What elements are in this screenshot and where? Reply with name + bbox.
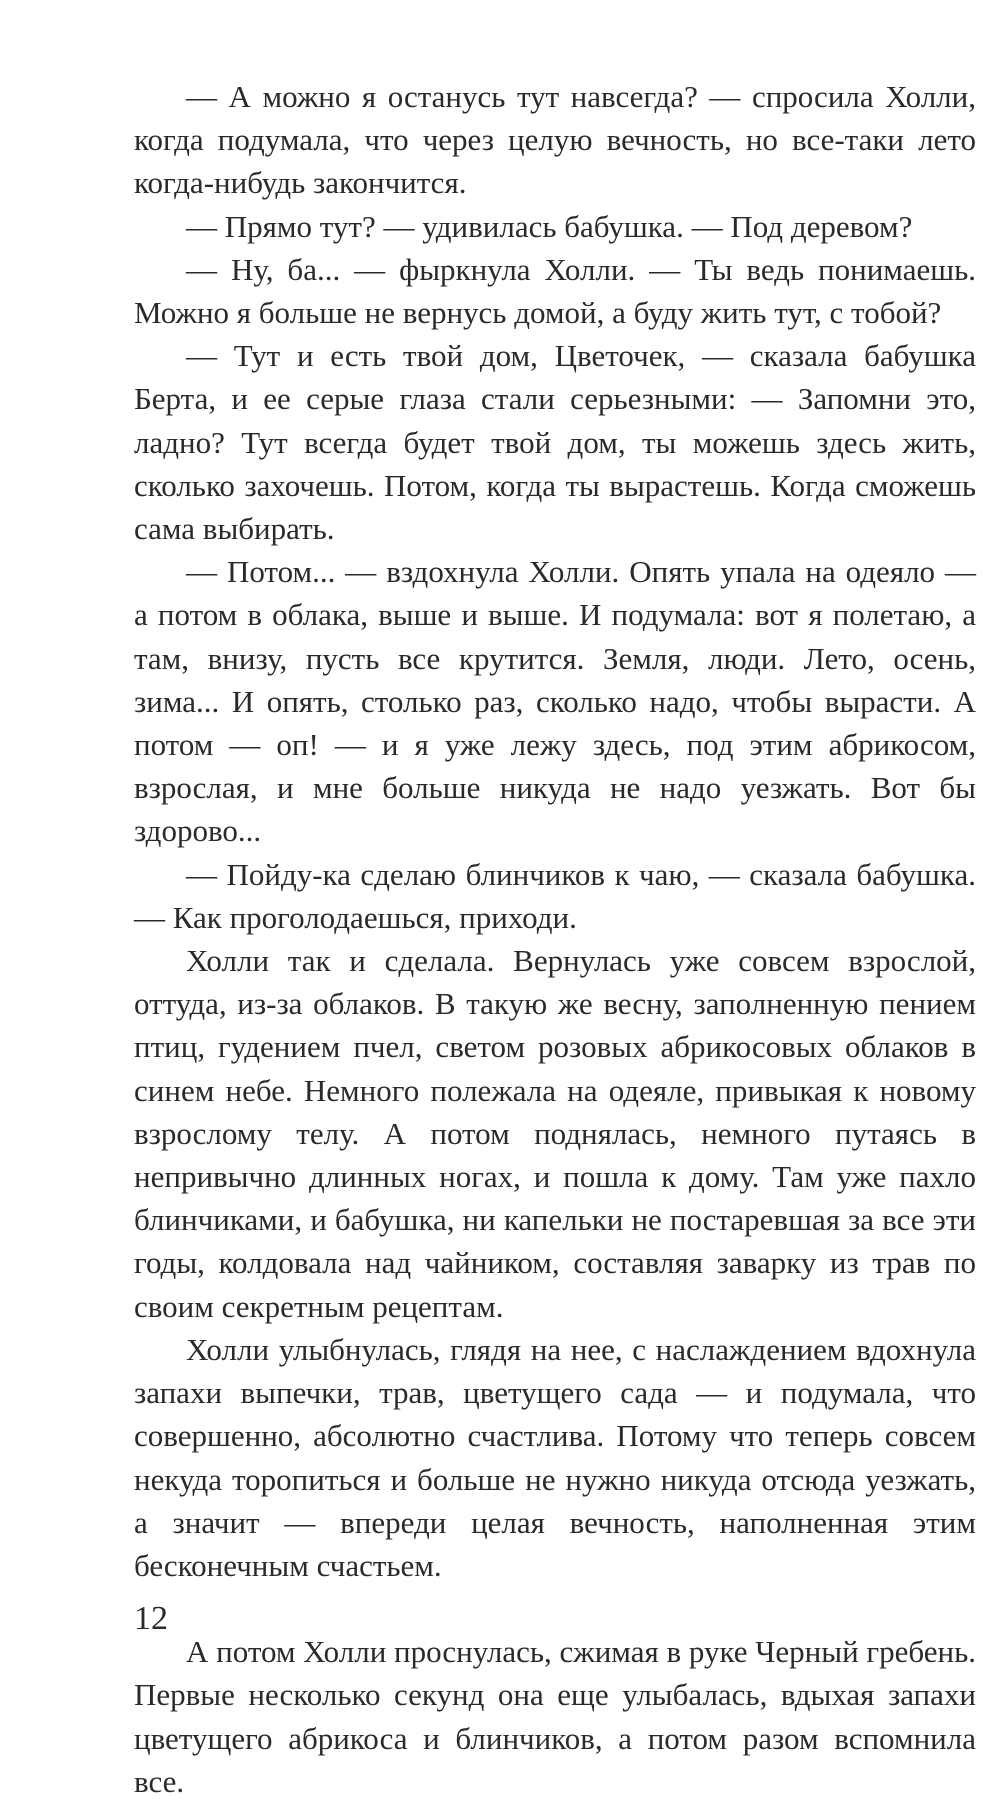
closing-paragraph: А потом Холли проснулась, сжимая в руке Черный гребень. Первые несколько секунд она еще улыбалась, вдыхая запахи цветущего абрикоса и блинчиков, а потом разом вспомнила все.	[134, 1634, 976, 1799]
page-number: 12	[134, 1600, 168, 1637]
paragraph-1: — А можно я останусь тут навсегда? — спросила Холли, когда подумала, что через целую вечность, но все-таки лето когда-нибудь закончится.	[134, 79, 976, 201]
paragraph-6: — Пойду-ка сделаю блинчиков к чаю, — сказала бабушка. — Как проголодаешься, приходи.	[134, 856, 976, 935]
paragraph-5: — Потом... — вздохнула Холли. Опять упала на одеяло — а потом в облака, выше и выше. И подумала: вот я полетаю, а там, внизу, пусть все крутится. Земля, люди. Лето, осень, зима... И опять, столько раз, сколько надо, чтобы вырасти. А потом — оп! — и я уже лежу здесь, под этим абрикосом, взрослая, и мне больше никуда не надо уезжать. Вот бы здорово...	[134, 554, 976, 849]
paragraph-2: — Прямо тут? — удивилась бабушка. — Под деревом?	[186, 208, 913, 244]
paragraph-8: Холли улыбнулась, глядя на нее, с наслаждением вдохнула запахи выпечки, трав, цветущего сада — и подумала, что совершенно, абсолютно счастлива. Потому что теперь совсем некуда торопиться и больше не нужно никуда отсюда уезжать, а значит — впереди целая вечность, наполненная этим бесконечным счастьем.	[134, 1331, 976, 1583]
body-text	[134, 75, 976, 1803]
paragraph-7: Холли так и сделала. Вернулась уже совсем взрослой, оттуда, из-за облаков. В такую же весну, заполненную пением птиц, гудением пчел, светом розовых абрикосовых облаков в синем небе. Немного полежала на одеяле, привыкая к новому взрослому телу. А потом поднялась, немного путаясь в непривычно длинных ногах, и пошла к дому. Там уже пахло блинчиками, и бабушка, ни капельки не постаревшая за все эти годы, колдовала над чайником, составляя заварку из трав по своим секретным рецептам.	[134, 943, 976, 1324]
section-break	[134, 1587, 976, 1630]
paragraph-4: — Тут и есть твой дом, Цветочек, — сказала бабушка Берта, и ее серые глаза стали серьезными: — Запомни это, ладно? Тут всегда будет твой дом, ты можешь здесь жить, сколько захочешь. Потом, когда ты вырастешь. Когда сможешь сама выбирать.	[134, 338, 976, 547]
paragraph-3: — Ну, ба... — фыркнула Холли. — Ты ведь понимаешь. Можно я больше не вернусь домой, а буду жить тут, с тобой?	[134, 251, 976, 331]
